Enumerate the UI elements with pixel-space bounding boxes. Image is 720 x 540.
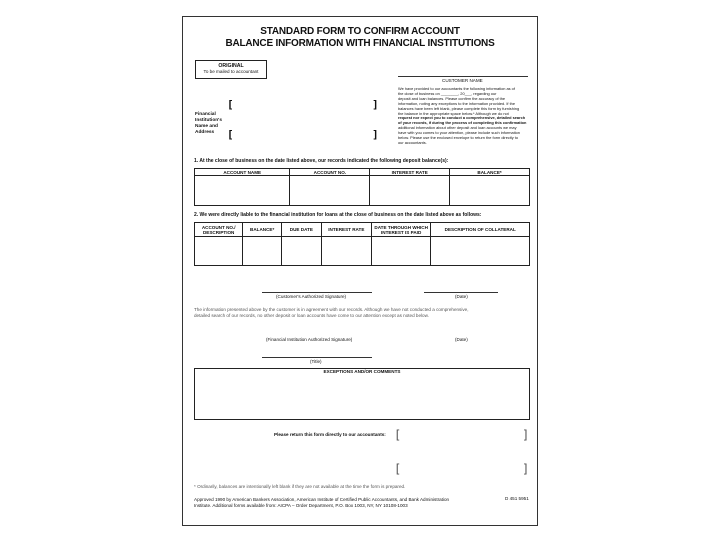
section1-text: 1. At the close of business on the date listed above, our records indicated the following deposit balance(s):: [194, 158, 449, 164]
deposit-cell[interactable]: [290, 176, 370, 206]
loan-col-interest-paid: DATE THROUGH WHICH INTEREST IS PAID: [371, 223, 431, 237]
deposit-col-interest-rate: INTEREST RATE: [370, 169, 450, 176]
loan-col-balance: BALANCE*: [243, 223, 281, 237]
customer-date-label: (Date): [455, 294, 468, 299]
customer-signature-line[interactable]: [262, 292, 372, 293]
loan-cell[interactable]: [243, 237, 281, 266]
instruction-paragraph: We have provided to our accountants the following information as of the close of business on ________, 20___, regarding our deposit and loan balances. Please confirm the accuracy of the information, noting any exceptions to the information provided. If the balances have been left blank, please complete this form by furnishing the balance in the appropriate space below.* Although we do not request nor expect you to conduct a comprehensive, detailed search of your records, if during the process of completing this confirmation additional information about other deposit and loan accounts we may have with you comes to your attention, please include such information below. Please use the enclosed envelope to return the form directly to our accountants.: [398, 86, 527, 145]
address-bracket-tl: [: [227, 98, 234, 111]
original-box: [195, 60, 267, 79]
loan-cell[interactable]: [431, 237, 530, 266]
loan-cell[interactable]: [195, 237, 243, 266]
return-bracket-bl: [: [394, 462, 402, 476]
approval-text: Approved 1990 by American Bankers Association, American Institute of Certified Public Accountants, and Bank Administration Institute. Additional forms available from: AICPA – Order Department, P.O. Box 1003, NY, NY 10108-1003: [194, 497, 450, 508]
loan-col-due-date: DUE DATE: [281, 223, 321, 237]
fi-signature-label: (Financial Institution Authorized Signature): [266, 337, 353, 342]
return-bracket-br: ]: [522, 462, 530, 476]
fi-date-label: (Date): [455, 337, 468, 342]
address-bracket-tr: ]: [372, 98, 379, 111]
original-sub: To be mailed to accountant: [203, 69, 259, 74]
form-title-line2: BALANCE INFORMATION WITH FINANCIAL INSTITUTIONS: [225, 38, 495, 49]
form-code: D 451 5951: [505, 496, 529, 501]
customer-name-label: CUSTOMER NAME: [442, 78, 483, 83]
agreement-paragraph: The information presented above by the customer is in agreement with our records. Although we have not conducted a comprehensive, detailed search of our records, no other deposit or loan accounts have come to our attention except as noted below.: [194, 307, 469, 318]
loan-table: [194, 222, 530, 266]
customer-name-line: [398, 76, 528, 77]
loan-cell[interactable]: [321, 237, 371, 266]
return-instruction: Please return this form directly to our accountants:: [274, 432, 386, 437]
deposit-col-balance: BALANCE*: [450, 169, 530, 176]
deposit-cell[interactable]: [450, 176, 530, 206]
deposit-cell[interactable]: [370, 176, 450, 206]
return-bracket-tr: ]: [522, 428, 530, 442]
deposit-cell[interactable]: [195, 176, 290, 206]
customer-signature-label: (Customer's Authorized Signature): [276, 294, 347, 299]
section2-text: 2. We were directly liable to the financial institution for loans at the close of business on the date listed above as follows:: [194, 212, 482, 218]
exceptions-label: EXCEPTIONS AND/OR COMMENTS: [323, 369, 401, 374]
loan-cell[interactable]: [281, 237, 321, 266]
loan-col-interest-rate: INTEREST RATE: [321, 223, 371, 237]
address-bracket-br: ]: [372, 128, 379, 141]
loan-col-collateral: DESCRIPTION OF COLLATERAL: [431, 223, 530, 237]
title-line[interactable]: [262, 357, 372, 358]
address-bracket-bl: [: [227, 128, 234, 141]
fi-address-label: Financial Institution's Name and Address: [195, 112, 222, 135]
original-label: ORIGINAL: [218, 63, 244, 69]
footnote: * Ordinarily, balances are intentionally left blank if they are not available at the time the form is prepared.: [194, 484, 406, 489]
title-label: (Title): [310, 359, 322, 364]
customer-date-line[interactable]: [424, 292, 498, 293]
form-title-line1: STANDARD FORM TO CONFIRM ACCOUNT: [260, 26, 460, 37]
deposit-col-account-no: ACCOUNT NO.: [290, 169, 370, 176]
loan-col-account: ACCOUNT NO./ DESCRIPTION: [195, 223, 243, 237]
deposit-table: [194, 168, 530, 206]
exceptions-box[interactable]: [194, 368, 530, 420]
loan-cell[interactable]: [371, 237, 431, 266]
return-bracket-tl: [: [394, 428, 402, 442]
deposit-col-account-name: ACCOUNT NAME: [195, 169, 290, 176]
